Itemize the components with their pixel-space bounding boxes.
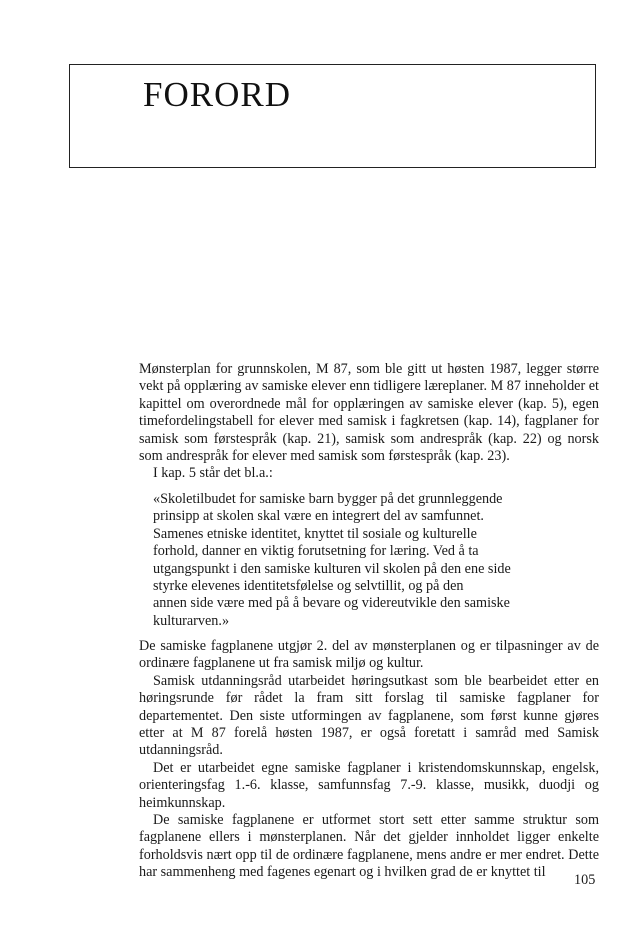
quote-line: kulturarven.» (153, 612, 230, 629)
quotation-block (153, 491, 553, 630)
page-number: 105 (574, 872, 596, 888)
quote-line: utgangspunkt i den samiske kulturen vil skolen på den ene side (153, 560, 511, 577)
quote-line: «Skoletilbudet for samiske barn bygger på det grunnleggende (153, 491, 503, 507)
quote-line: annen side være med på å bevare og videreutvikle den samiske (153, 595, 510, 612)
paragraph-2: I kap. 5 står det bl.a.: (153, 465, 273, 482)
intro-section (139, 361, 599, 483)
quote-line: prinsipp at skolen skal være en integrert del av samfunnet. (153, 508, 484, 525)
quote-line: Samenes etniske identitet, knyttet til sosiale og kulturelle (153, 525, 477, 542)
quote-line: forhold, danner en viktig forutsetning for læring. Ved å ta (153, 543, 479, 560)
paragraph-1: Mønsterplan for grunnskolen, M 87, som ble gitt ut høsten 1987, legger større vekt på opplæring av samiske elever enn tidligere læreplaner. M 87 inneholder et kapittel om overordnede mål for opplæringen av samiske elever (kap. 5), egen timefordelingstabell for elever med samisk i fagkretsen (kap. 14), fagplaner for samisk som førstespråk (kap. 21), samisk som andrespråk (kap. 22) og norsk som andrespråk for elever med samisk som førstespråk (kap. 23). (139, 361, 599, 465)
paragraph-4: Samisk utdanningsråd utarbeidet høringsutkast som ble bearbeidet etter en høringsrunde før rådet la fram sitt forslag til samiske fagplaner for departementet. Den siste utformingen av fagplanene, som først kunne gjøres etter at M 87 forelå høsten 1987, er også foretatt i samråd med Samisk utdanningsråd. (139, 672, 599, 759)
paragraph-3: De samiske fagplanene utgjør 2. del av mønsterplanen og er tilpasninger av de ordinære fagplanene ut fra samisk miljø og kultur. (139, 638, 599, 672)
paragraph-5: Det er utarbeidet egne samiske fagplaner i kristendomskunnskap, engelsk, orienteringsfag 1.-6. klasse, samfunnsfag 7.-9. klasse, musikk, duodji og heimkunnskap. (139, 759, 599, 811)
page-title: FORORD (143, 75, 291, 114)
body-section (139, 638, 599, 882)
title-box (69, 64, 596, 168)
paragraph-6: De samiske fagplanene er utformet stort sett etter samme struktur som fagplanene ellers i mønsterplanen. Når det gjelder innholdet ligger enkelte forholdsvis nært opp til de ordinære fagplanene, mens andre er mer endret. Dette har sammenheng med fagenes egenart og i hvilken grad de er knyttet til (139, 812, 599, 881)
quote-line: styrke elevenes identitetsfølelse og selvtillit, og på den (153, 578, 464, 595)
